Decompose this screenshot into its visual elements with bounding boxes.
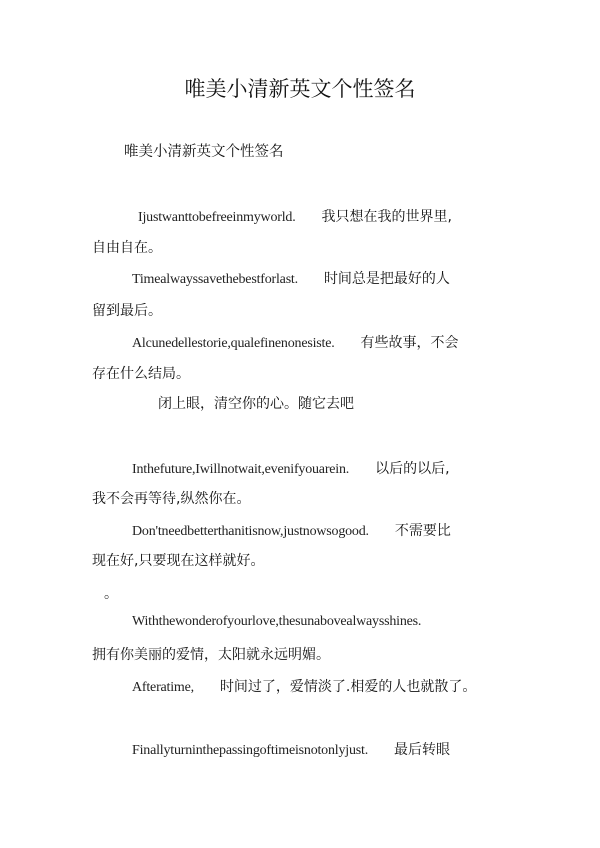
paragraph-line: 。 (104, 586, 118, 602)
chinese-text: 时间过了，爱情淡了.相爱的人也就散了。 (219, 679, 477, 695)
english-text: Finallyturninthepassingoftimeisnotonlyjust. (132, 743, 369, 758)
paragraph-line (132, 520, 451, 540)
paragraph-line (132, 458, 450, 478)
paragraph-line: 拥有你美丽的爱情，太阳就永远明媚。 (92, 647, 330, 663)
chinese-text: 最后转眼 (394, 742, 451, 758)
paragraph-line (132, 739, 450, 759)
paragraph-line: 存在什么结局。 (92, 366, 190, 382)
english-text: Inthefuture,Iwillnotwait,evenifyouarein. (132, 462, 350, 477)
english-text: Timealwayssavethebestforlast. (132, 272, 298, 287)
chinese-text: 时间总是把最好的人 (323, 271, 450, 287)
chinese-text: 有些故事，不会 (360, 335, 459, 351)
english-text: Don'tneedbetterthanitisnow,justnowsogood. (132, 524, 369, 539)
paragraph-line: 留到最后。 (92, 303, 162, 319)
paragraph-line (138, 206, 452, 226)
document-title: 唯美小清新英文个性签名 (184, 77, 416, 101)
paragraph-line: 我不会再等待,纵然你在。 (92, 491, 251, 507)
chinese-text: 以后的以后, (375, 461, 450, 477)
document-subtitle: 唯美小清新英文个性签名 (124, 144, 284, 160)
paragraph-line (132, 268, 450, 288)
paragraph-line (132, 332, 459, 352)
english-text: Afteratime, (132, 680, 194, 695)
paragraph-line: Withthewonderofyourlove,thesunabovealwaysshines. (132, 614, 422, 629)
english-text: Alcunedellestorie,qualefinenonesiste. (132, 336, 335, 351)
english-text: Ijustwanttobefreeinmyworld. (138, 210, 296, 225)
paragraph-line: 现在好,只要现在这样就好。 (92, 553, 265, 569)
paragraph-line (132, 676, 476, 696)
chinese-text: 不需要比 (394, 523, 451, 539)
paragraph-line: 闭上眼，清空你的心。随它去吧 (158, 396, 354, 412)
chinese-text: 我只想在我的世界里, (321, 209, 452, 225)
paragraph-line: 自由自在。 (92, 240, 162, 256)
